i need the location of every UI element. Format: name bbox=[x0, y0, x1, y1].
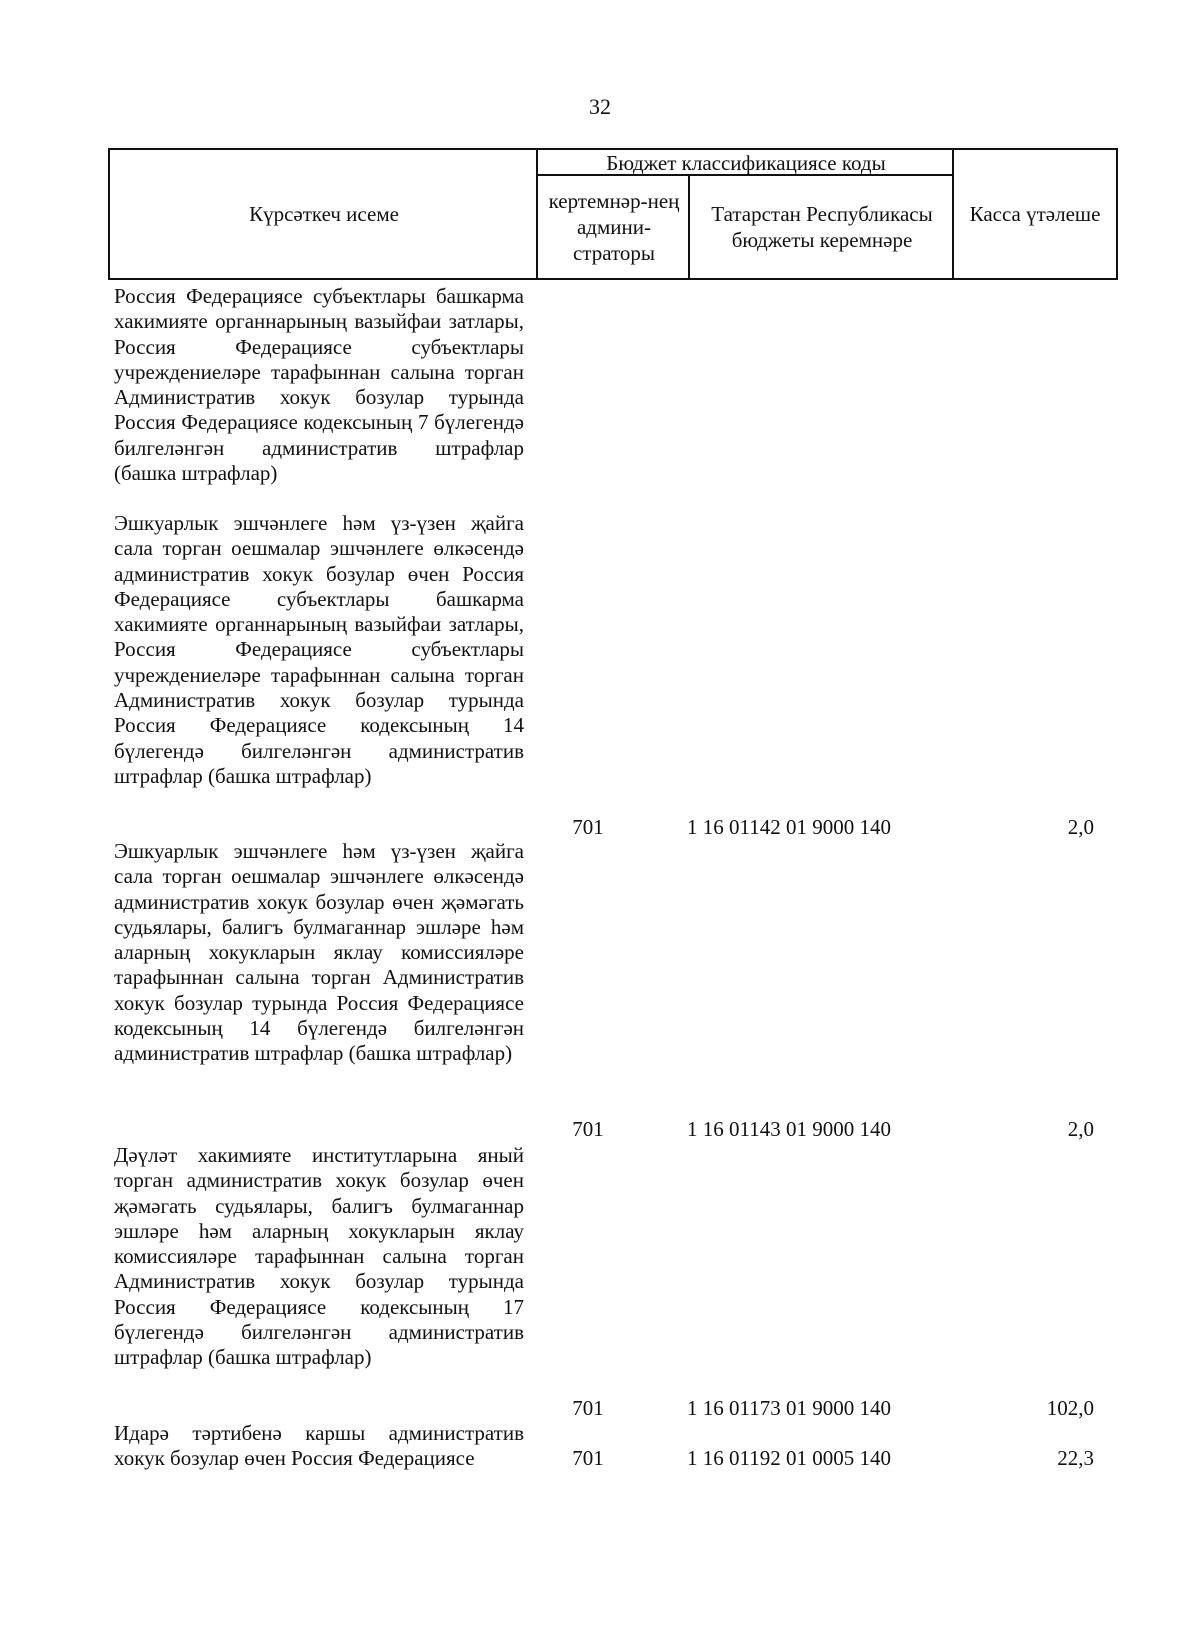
header-indicator-name: Күрсәткеч исеме bbox=[249, 202, 399, 226]
row-description: Идарә тәртибенә каршы административ хокук бозулар өчен Россия Федерациясе bbox=[114, 1421, 524, 1471]
row-admin-code: 701 bbox=[572, 1396, 604, 1420]
header-revenue-administrator: кертемнәр-нең админи-страторы bbox=[548, 189, 680, 265]
row-description: Россия Федерациясе субъектлары башкарма хакимияте органнарының вазыйфаи затлары, Россия Федерациясе субъектлары учреждениеләре тарафыннан салына торган Административ хокук бозулар турында Россия Федерациясе кодексының 7 бүлегендә билгеләнгән административ штрафлар (башка штрафлар) bbox=[114, 284, 524, 486]
row-amount: 2,0 bbox=[1067, 815, 1094, 839]
row-budget-code: 1 16 01142 01 9000 140 bbox=[687, 815, 891, 839]
row-admin-code: 701 bbox=[572, 1446, 604, 1470]
row-budget-code: 1 16 01143 01 9000 140 bbox=[687, 1117, 891, 1141]
row-amount: 22,3 bbox=[1057, 1446, 1094, 1470]
row-description: Дәүләт хакимияте институтларына яный торган административ хокук бозулар өчен җәмәгать судьялары, балигъ булмаганнар эшләре һәм аларның хокукларын яклау комиссияләре тарафыннан салына торган Административ хокук бозулар турында Россия Федерациясе кодексының 17 бүлегендә билгеләнгән административ штрафлар (башка штрафлар) bbox=[114, 1143, 524, 1370]
header-budget-classification: Бюджет классификациясе коды bbox=[606, 151, 886, 175]
header-tatarstan-revenues: Татарстан Республикасы бюджеты керемнәре bbox=[711, 202, 933, 252]
row-admin-code: 701 bbox=[572, 815, 604, 839]
row-description: Эшкуарлык эшчәнлеге һәм үз-үзен җайга сала торган оешмалар эшчәнлеге өлкәсендә административ хокук бозулар өчен җәмәгать судьялары, балигъ булмаганнар эшләре һәм аларның хокукларын яклау комиссияләре тарафыннан салына торган Административ хокук бозулар турында Россия Федерациясе кодексының 14 бүлегендә билгеләнгән административ штрафлар (башка штрафлар) bbox=[114, 839, 524, 1066]
table-header bbox=[108, 148, 1118, 280]
header-cash-execution: Касса үтәлеше bbox=[969, 202, 1101, 226]
row-admin-code: 701 bbox=[572, 1117, 604, 1141]
row-amount: 2,0 bbox=[1067, 1117, 1094, 1141]
row-budget-code: 1 16 01173 01 9000 140 bbox=[687, 1396, 891, 1420]
row-description: Эшкуарлык эшчәнлеге һәм үз-үзен җайга сала торган оешмалар эшчәнлеге өлкәсендә административ хокук бозулар өчен Россия Федерациясе субъектлары башкарма хакимияте органнарының вазыйфаи затлары, Россия Федерациясе субъектлары учреждениеләре тарафыннан салына торган Административ хокук бозулар турында Россия Федерациясе кодексының 14 бүлегендә билгеләнгән административ штрафлар (башка штрафлар) bbox=[114, 511, 524, 788]
row-budget-code: 1 16 01192 01 0005 140 bbox=[687, 1446, 891, 1470]
page-number: 32 bbox=[589, 94, 611, 119]
row-amount: 102,0 bbox=[1046, 1396, 1094, 1420]
